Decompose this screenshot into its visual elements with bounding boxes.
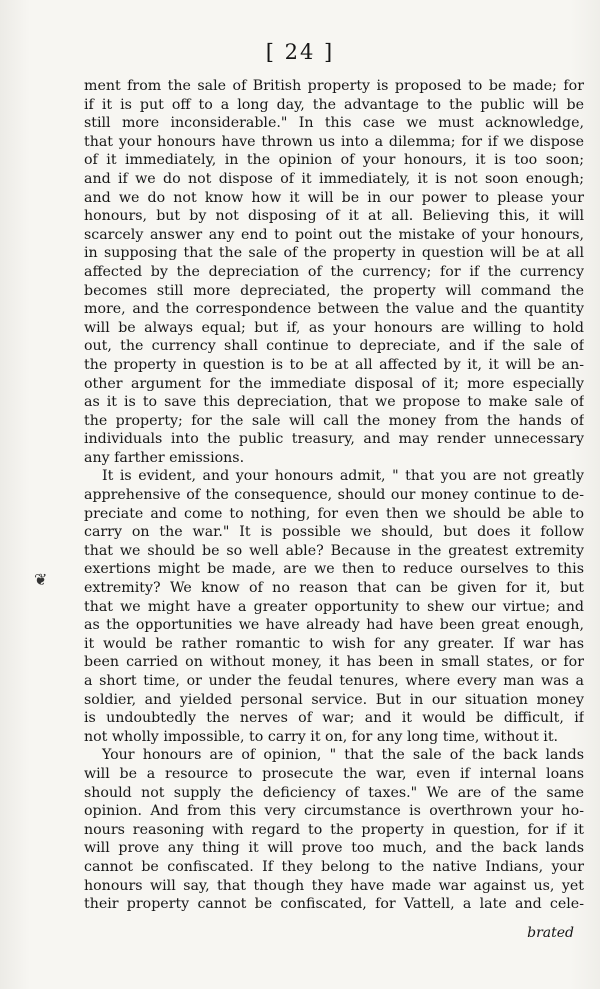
text-line: carry on the war." It is possible we should, but does it follow [84, 524, 584, 541]
text-line: any farther emissions. [84, 449, 245, 466]
text-line: out, the currency shall continue to depreciate, and if the sale of [84, 338, 584, 355]
text-line: as the opportunities we have already had have been great enough, [84, 617, 584, 634]
text-line: will be always equal; but if, as your honours are willing to hold [84, 319, 584, 336]
text-line: honours will say, that though they have made war against us, yet [84, 877, 584, 894]
text-line: of it immediately, in the opinion of your honours, it is too soon; [84, 152, 584, 169]
text-line: more, and the correspondence between the value and the quantity [84, 301, 584, 318]
margin-ornament: ❦ [34, 570, 48, 589]
text-line: it would be rather romantic to wish for any greater. If war has [84, 635, 584, 652]
text-line: in supposing that the sale of the property in question will be at all [84, 245, 584, 262]
text-line: and if we do not dispose of it immediately, it is not soon enough; [84, 170, 584, 187]
text-line: ment from the sale of British property is proposed to be made; for [84, 78, 584, 94]
text-line: will prove any thing it will prove too much, and the back lands [84, 840, 584, 857]
text-line: nours reasoning with regard to the property in question, for if it [84, 821, 584, 838]
text-line: been carried on without money, it has been in small states, or for [84, 654, 584, 671]
text-line: will be a resource to prosecute the war, even if internal loans [84, 765, 584, 782]
text-line: becomes still more depreciated, the property will command the [84, 282, 584, 299]
text-line: individuals into the public treasury, and may render unnecessary [84, 431, 584, 448]
text-line: that your honours have thrown us into a dilemma; for if we dispose [84, 133, 584, 150]
text-line: scarcely answer any end to point out the mistake of your honours, [84, 226, 584, 243]
text-line: if it is put off to a long day, the advantage to the public will be [84, 96, 584, 113]
text-line: other argument for the immediate disposal of it; more especially [84, 375, 584, 392]
catchword: brated [527, 925, 574, 941]
page-number: [ 24 ] [265, 40, 335, 64]
text-line: the property; for the sale will call the money from the hands of [84, 412, 584, 429]
text-line: and we do not know how it will be in our power to please your [84, 189, 584, 206]
text-line: as it is to save this depreciation, that we propose to make sale of [84, 394, 584, 411]
text-line: exertions might be made, are we then to reduce ourselves to this [84, 561, 584, 578]
text-line: still more inconsiderable." In this case we must acknowledge, [84, 115, 584, 132]
text-line: not wholly impossible, to carry it on, for any long time, without it. [84, 728, 559, 745]
text-line: honours, but by not disposing of it at all. Believing this, it will [84, 208, 584, 225]
text-line: Your honours are of opinion, " that the sale of the back lands [102, 747, 584, 764]
text-line: extremity? We know of no reason that can be given for it, but [84, 580, 584, 597]
text-line: that we might have a greater opportunity to shew our virtue; and [84, 598, 584, 615]
text-line: cannot be confiscated. If they belong to the native Indians, your [84, 858, 584, 875]
text-line: opinion. And from this very circumstance is overthrown your ho- [84, 803, 584, 820]
text-line: is undoubtedly the nerves of war; and it would be difficult, if [84, 710, 584, 727]
text-line: should not supply the deficiency of taxes." We are of the same [84, 784, 584, 801]
text-line: apprehensive of the consequence, should our money continue to de- [84, 487, 584, 504]
body-text [84, 77, 584, 914]
text-line: that we should be so well able? Because in the greatest extremity [84, 542, 584, 559]
text-line: their property cannot be confiscated, for Vattell, a late and cele- [84, 896, 584, 913]
text-line: affected by the depreciation of the currency; for if the currency [84, 263, 584, 280]
text-line: soldier, and yielded personal service. But in our situation money [84, 691, 584, 708]
text-line: a short time, or under the feudal tenures, where every man was a [84, 673, 584, 689]
text-line: It is evident, and your honours admit, " that you are not greatly [102, 468, 584, 485]
text-line: the property in question is to be at all affected by it, it will be an- [84, 356, 584, 373]
text-line: preciate and come to nothing, for even then we should be able to [84, 505, 584, 522]
